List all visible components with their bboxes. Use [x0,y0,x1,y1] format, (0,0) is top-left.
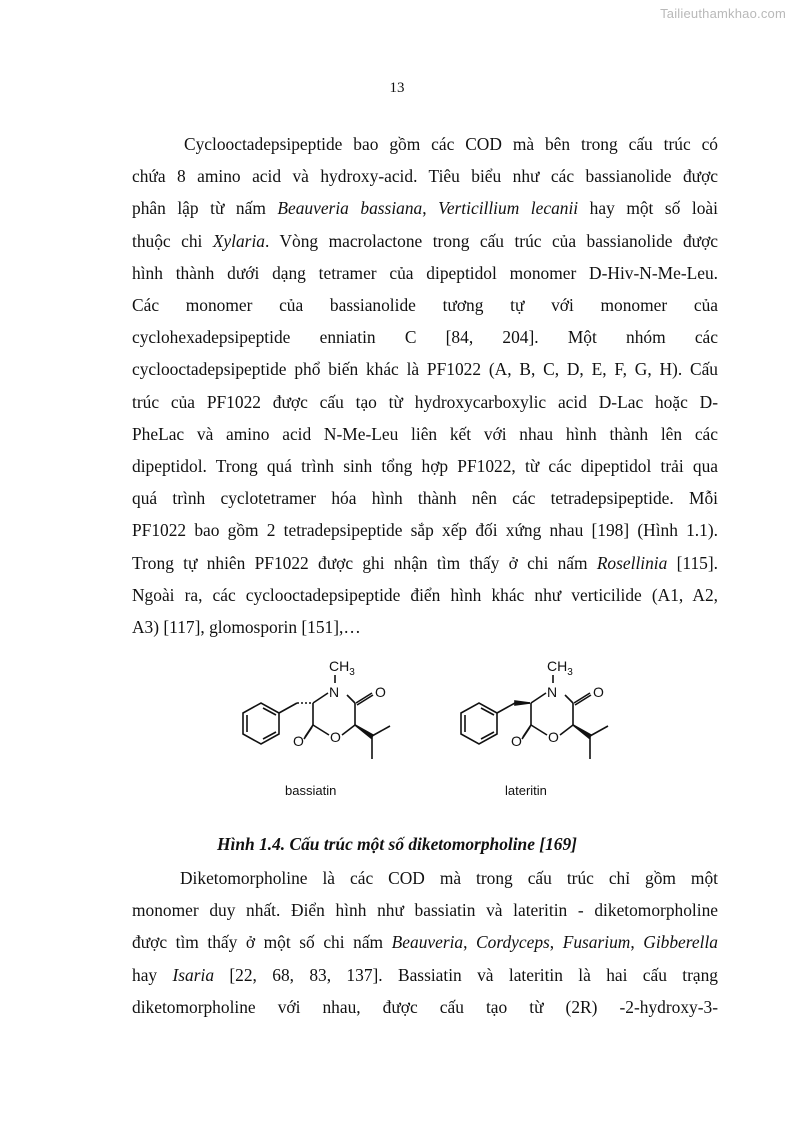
text-line: phân lập từ nấm Beauveria bassiana, Verticillium lecanii hay một số loài [132,198,718,219]
genus-name: Cordyceps [476,932,550,953]
text-line: cyclooctadepsipeptide phổ biến khác là PF1022 (A, B, C, D, E, F, G, H). Cấu [132,359,718,380]
watermark: Tailieuthamkhao.com [660,6,786,21]
methyl-label: $CH_3$ [547,658,573,678]
genus-name: Gibberella [643,932,718,953]
page-number: 13 [389,80,405,96]
text-line: được tìm thấy ở một số chi nấm Beauveria, Cordyceps, Fusarium, Gibberella [132,932,718,953]
text-line: Cyclooctadepsipeptide bao gồm các COD mà bên trong cấu trúc có [184,134,718,154]
text-line: Các monomer của bassianolide tương tự với monomer của [132,295,718,316]
text-line: PF1022 bao gồm 2 tetradepsipeptide sắp xếp đối xứng nhau [198] (Hình 1.1). [132,520,718,541]
nitrogen-atom: N [329,684,340,700]
genus-name: Beauveria [391,932,464,953]
species-name: Verticillium lecanii [438,198,579,219]
bassiatin-label: bassiatin [285,783,337,798]
text-line: A3) [117], glomosporin [151],… [132,617,361,638]
text-line: PheLac và amino acid N-Me-Leu liên kết với nhau hình thành lên các [132,423,718,444]
text-line: hình thành dưới dạng tetramer của dipeptidol monomer D-Hiv-N-Me-Leu. [132,262,718,283]
genus-name: Xylaria [212,230,265,251]
paragraph-diketomorpholine [132,862,718,1023]
bassiatin-structure [243,675,390,759]
methyl-label: $CH_3$ [329,658,355,678]
oxygen-atom: O [330,729,341,745]
genus-name: Isaria [172,964,215,985]
oxygen-atom: O [511,733,522,749]
text-line: dipeptidol. Trong quá trình sinh tổng hợp PF1022, từ các dipeptidol trải qua [132,456,718,477]
text-line: Trong tự nhiên PF1022 được ghi nhận tìm thấy ở chi nấm Rosellinia [115]. [132,552,718,573]
genus-name: Rosellinia [596,552,668,573]
text-line: Diketomorpholine là các COD mà trong cấu trúc chỉ gồm một [180,868,718,888]
genus-name: Fusarium [562,932,631,953]
lateritin-label: lateritin [505,783,547,798]
oxygen-atom: O [375,684,386,700]
species-name: Beauveria bassiana [277,198,423,219]
paragraph-cyclooctadepsipeptide [132,128,718,643]
text-line: diketomorpholine với nhau, được cấu tạo từ (2R) -2-hydroxy-3- [132,996,718,1017]
text-line: thuộc chi Xylaria. Vòng macrolactone trong cấu trúc của bassianolide được [132,230,719,251]
text-line: cyclohexadepsipeptide enniatin C [84, 204]. Một nhóm các [132,327,718,348]
text-line: Ngoài ra, các cyclooctadepsipeptide điển hình khác như verticilide (A1, A2, [132,584,718,605]
lateritin-structure [461,675,608,759]
oxygen-atom: O [548,729,559,745]
text-line: chứa 8 amino acid và hydroxy-acid. Tiêu biểu như các bassianolide được [132,166,718,187]
text-line: monomer duy nhất. Điển hình như bassiatin và lateritin - diketomorpholine [132,900,718,921]
text-line: quá trình cyclotetramer hóa hình thành nên các tetradepsipeptide. Mỗi [132,488,718,509]
text-line: hay Isaria [22, 68, 83, 137]. Bassiatin và lateritin là hai cấu trạng [132,964,718,985]
text-line: trúc của PF1022 được cấu tạo từ hydroxycarboxylic acid D-Lac hoặc D- [132,391,718,412]
diketomorpholine-structures-figure [225,655,625,805]
oxygen-atom: O [293,733,304,749]
figure-caption: Hình 1.4. Cấu trúc một số diketomorpholine [169] [217,834,577,854]
oxygen-atom: O [593,684,604,700]
nitrogen-atom: N [547,684,558,700]
